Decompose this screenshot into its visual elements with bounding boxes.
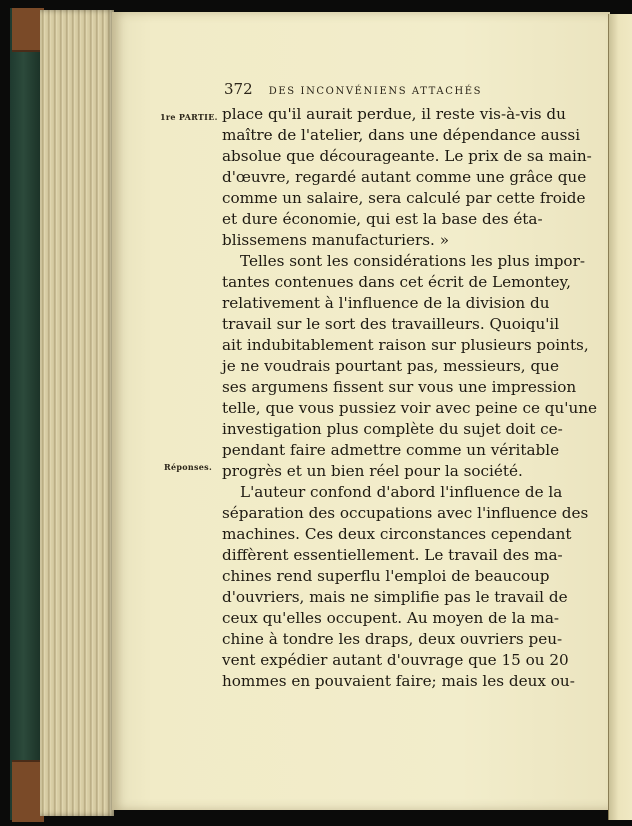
text-line: maître de l'atelier, dans une dépendance aussi: [222, 126, 581, 144]
text-line: place qu'il aurait perdue, il reste vis-à-vis du: [222, 105, 566, 123]
text-line: vent expédier autant d'ouvrage que 15 ou 20: [222, 651, 569, 669]
text-line: ceux qu'elles occupent. Au moyen de la ma-: [222, 609, 560, 627]
facing-page-edge: [608, 14, 632, 820]
book-cover-edge: [10, 8, 42, 820]
text-line: investigation plus complète du sujet doit ce-: [222, 420, 563, 438]
text-line: relativement à l'influence de la division du: [222, 294, 550, 312]
text-line: séparation des occupations avec l'influence des: [222, 504, 589, 522]
text-line: ses argumens fissent sur vous une impression: [222, 378, 577, 396]
margin-note-responses: Réponses.: [164, 462, 213, 472]
text-line: absolue que décourageante. Le prix de sa main-: [222, 147, 592, 165]
text-line: tantes contenues dans cet écrit de Lemontey,: [222, 273, 571, 291]
running-title: DES INCONVÉNIENS ATTACHÉS: [268, 86, 483, 97]
page-header: [224, 80, 524, 98]
text-line: je ne voudrais pourtant pas, messieurs, que: [222, 357, 559, 375]
margin-note-part: 1re PARTIE.: [160, 112, 218, 122]
text-line: chines rend superflu l'emploi de beaucoup: [222, 567, 550, 585]
text-line: d'œuvre, regardé autant comme une grâce que: [222, 168, 587, 186]
text-line: machines. Ces deux circonstances cependant: [222, 525, 572, 543]
text-line: comme un salaire, sera calculé par cette froide: [222, 189, 586, 207]
body-text: [222, 104, 598, 692]
text-line: L'auteur confond d'abord l'influence de la: [240, 483, 563, 501]
text-line: travail sur le sort des travailleurs. Quoiqu'il: [222, 315, 560, 333]
text-line: progrès et un bien réel pour la société.: [222, 462, 523, 480]
text-line: d'ouvriers, mais ne simplifie pas le travail de: [222, 588, 568, 606]
text-line: telle, que vous pussiez voir avec peine ce qu'une: [222, 399, 598, 417]
text-line: blissemens manufacturiers. »: [222, 231, 449, 249]
text-line: diffèrent essentiellement. Le travail des ma-: [222, 546, 563, 564]
text-line: ait indubitablement raison sur plusieurs points,: [222, 336, 589, 354]
page-stack-edges: [40, 10, 114, 816]
text-line: hommes en pouvaient faire; mais les deux ou-: [222, 672, 575, 690]
text-line: Telles sont les considérations les plus impor-: [240, 252, 585, 270]
page-number: 372: [224, 80, 253, 98]
text-line: pendant faire admettre comme un véritable: [222, 441, 560, 459]
text-line: et dure économie, qui est la base des éta-: [222, 210, 543, 228]
text-line: chine à tondre les draps, deux ouvriers peu-: [222, 630, 563, 648]
